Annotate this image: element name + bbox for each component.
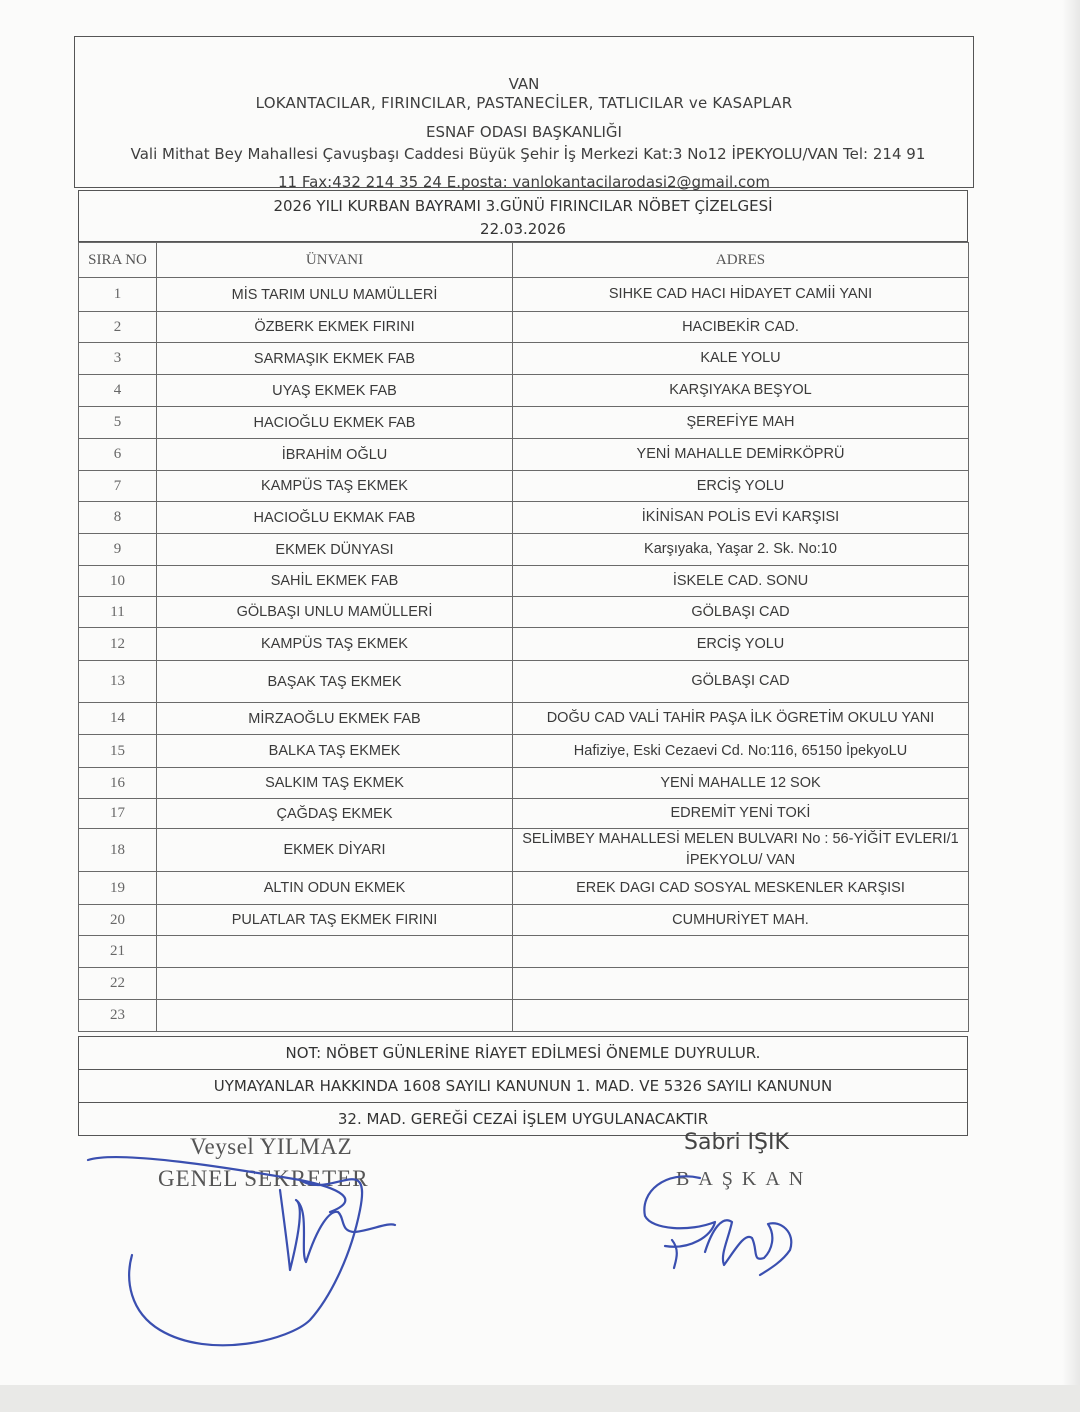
row-address: ERCİŞ YOLU bbox=[513, 628, 969, 661]
table-row bbox=[79, 661, 969, 703]
secretary-title: GENEL SEKRETER bbox=[158, 1166, 369, 1191]
row-address: GÖLBAŞI CAD bbox=[513, 597, 969, 628]
row-number: 19 bbox=[79, 872, 157, 905]
schedule-date: 22.03.2026 bbox=[480, 220, 566, 238]
row-name: HACIOĞLU EKMEK FAB bbox=[157, 407, 513, 439]
header-adres: ADRES bbox=[513, 243, 969, 278]
row-name: İBRAHİM OĞLU bbox=[157, 439, 513, 471]
table-row bbox=[79, 566, 969, 597]
row-name: MİRZAOĞLU EKMEK FAB bbox=[157, 703, 513, 735]
row-number: 21 bbox=[79, 936, 157, 968]
row-number: 20 bbox=[79, 905, 157, 936]
row-name: BAŞAK TAŞ EKMEK bbox=[157, 661, 513, 703]
row-name: SARMAŞIK EKMEK FAB bbox=[157, 343, 513, 375]
row-number: 12 bbox=[79, 628, 157, 661]
table-header-row bbox=[79, 243, 969, 278]
letterhead-contact: 11 Fax:432 214 35 24 E.posta: vanlokantacilarodasi2@gmail.com bbox=[278, 173, 770, 191]
table-row bbox=[79, 936, 969, 968]
row-name: UYAŞ EKMEK FAB bbox=[157, 375, 513, 407]
row-name: BALKA TAŞ EKMEK bbox=[157, 735, 513, 768]
note-line: NOT: NÖBET GÜNLERİNE RİAYET EDİLMESİ ÖNEMLE DUYRULUR. bbox=[79, 1037, 967, 1070]
row-name: ALTIN ODUN EKMEK bbox=[157, 872, 513, 905]
table-row bbox=[79, 597, 969, 628]
president-title: BAŞKAN bbox=[676, 1168, 813, 1190]
row-address: İKİNİSAN POLİS EVİ KARŞISI bbox=[513, 502, 969, 534]
row-address: EREK DAGI CAD SOSYAL MESKENLER KARŞISI bbox=[513, 872, 969, 905]
table-row bbox=[79, 278, 969, 312]
row-name: KAMPÜS TAŞ EKMEK bbox=[157, 628, 513, 661]
row-name bbox=[157, 936, 513, 968]
row-address: Hafiziye, Eski Cezaevi Cd. No:116, 65150 İpekyoLU bbox=[513, 735, 969, 768]
table-row bbox=[79, 375, 969, 407]
row-address: GÖLBAŞI CAD bbox=[513, 661, 969, 703]
table-row bbox=[79, 312, 969, 343]
row-name bbox=[157, 1000, 513, 1032]
row-name: ÇAĞDAŞ EKMEK bbox=[157, 799, 513, 829]
row-address: SELİMBEY MAHALLESİ MELEN BULVARI No : 56-YİĞİT EVLERI/1 İPEKYOLU/ VAN bbox=[513, 829, 969, 872]
row-address: SIHKE CAD HACI HİDAYET CAMİİ YANI bbox=[513, 278, 969, 312]
row-name: GÖLBAŞI UNLU MAMÜLLERİ bbox=[157, 597, 513, 628]
row-name: ÖZBERK EKMEK FIRINI bbox=[157, 312, 513, 343]
table-row bbox=[79, 829, 969, 872]
letterhead-organization: LOKANTACILAR, FIRINCILAR, PASTANECİLER, TATLICILAR ve KASAPLAR bbox=[255, 94, 793, 112]
table-row bbox=[79, 872, 969, 905]
row-name: KAMPÜS TAŞ EKMEK bbox=[157, 471, 513, 502]
row-number: 23 bbox=[79, 1000, 157, 1032]
row-address bbox=[513, 1000, 969, 1032]
table-row bbox=[79, 905, 969, 936]
notes-box bbox=[78, 1036, 968, 1136]
row-name: SALKIM TAŞ EKMEK bbox=[157, 768, 513, 799]
table-row bbox=[79, 502, 969, 534]
row-address: ERCİŞ YOLU bbox=[513, 471, 969, 502]
row-number: 6 bbox=[79, 439, 157, 471]
row-number: 15 bbox=[79, 735, 157, 768]
row-address: Karşıyaka, Yaşar 2. Sk. No:10 bbox=[513, 534, 969, 566]
row-address: DOĞU CAD VALİ TAHİR PAŞA İLK ÖGRETİM OKULU YANI bbox=[513, 703, 969, 735]
row-address: EDREMİT YENİ TOKİ bbox=[513, 799, 969, 829]
row-address: KALE YOLU bbox=[513, 343, 969, 375]
duty-table bbox=[78, 242, 969, 1032]
row-name: EKMEK DİYARI bbox=[157, 829, 513, 872]
row-name: PULATLAR TAŞ EKMEK FIRINI bbox=[157, 905, 513, 936]
letterhead-address: Vali Mithat Bey Mahallesi Çavuşbaşı Caddesi Büyük Şehir İş Merkezi Kat:3 No12 İPEKYOLU/VAN Tel: 214 91 bbox=[130, 145, 926, 163]
row-number: 10 bbox=[79, 566, 157, 597]
row-name: SAHİL EKMEK FAB bbox=[157, 566, 513, 597]
row-number: 14 bbox=[79, 703, 157, 735]
table-row bbox=[79, 534, 969, 566]
table-row bbox=[79, 407, 969, 439]
row-number: 3 bbox=[79, 343, 157, 375]
table-row bbox=[79, 799, 969, 829]
table-row bbox=[79, 968, 969, 1000]
note-line: 32. MAD. GEREĞİ CEZAİ İŞLEM UYGULANACAKTIR bbox=[337, 1110, 709, 1128]
president-signature bbox=[644, 1176, 791, 1275]
row-number: 4 bbox=[79, 375, 157, 407]
row-number: 13 bbox=[79, 661, 157, 703]
row-name: EKMEK DÜNYASI bbox=[157, 534, 513, 566]
row-number: 9 bbox=[79, 534, 157, 566]
table-row bbox=[79, 1000, 969, 1032]
table-row bbox=[79, 343, 969, 375]
row-number: 7 bbox=[79, 471, 157, 502]
row-address: YENİ MAHALLE DEMİRKÖPRÜ bbox=[513, 439, 969, 471]
row-number: 1 bbox=[79, 278, 157, 312]
table-row bbox=[79, 471, 969, 502]
table-row bbox=[79, 703, 969, 735]
header-sira-no: SIRA NO bbox=[79, 243, 157, 278]
secretary-name: Veysel YILMAZ bbox=[190, 1134, 353, 1159]
row-address: KARŞIYAKA BEŞYOL bbox=[513, 375, 969, 407]
letterhead bbox=[74, 36, 974, 191]
row-number: 22 bbox=[79, 968, 157, 1000]
table-row bbox=[79, 768, 969, 799]
row-number: 5 bbox=[79, 407, 157, 439]
row-address bbox=[513, 936, 969, 968]
row-number: 11 bbox=[79, 597, 157, 628]
row-name: HACIOĞLU EKMAK FAB bbox=[157, 502, 513, 534]
table-row bbox=[79, 735, 969, 768]
table-row bbox=[79, 628, 969, 661]
note-line: UYMAYANLAR HAKKINDA 1608 SAYILI KANUNUN 1. MAD. VE 5326 SAYILI KANUNUN bbox=[79, 1070, 967, 1103]
row-number: 16 bbox=[79, 768, 157, 799]
row-address: İSKELE CAD. SONU bbox=[513, 566, 969, 597]
row-number: 2 bbox=[79, 312, 157, 343]
row-name bbox=[157, 968, 513, 1000]
row-address: HACIBEKİR CAD. bbox=[513, 312, 969, 343]
row-address: ŞEREFİYE MAH bbox=[513, 407, 969, 439]
letterhead-chamber: ESNAF ODASI BAŞKANLIĞI bbox=[426, 123, 622, 141]
row-address bbox=[513, 968, 969, 1000]
row-address: YENİ MAHALLE 12 SOK bbox=[513, 768, 969, 799]
row-address: CUMHURİYET MAH. bbox=[513, 905, 969, 936]
row-number: 18 bbox=[79, 829, 157, 872]
row-number: 8 bbox=[79, 502, 157, 534]
table-row bbox=[79, 439, 969, 471]
schedule-heading: 2026 YILI KURBAN BAYRAMI 3.GÜNÜ FIRINCILAR NÖBET ÇİZELGESİ bbox=[273, 197, 773, 215]
page-edge-shadow bbox=[1062, 0, 1080, 1385]
schedule-title bbox=[78, 190, 968, 242]
row-number: 17 bbox=[79, 799, 157, 829]
row-name: MİS TARIM UNLU MAMÜLLERİ bbox=[157, 278, 513, 312]
header-unvani: ÜNVANI bbox=[157, 243, 513, 278]
president-name: Sabri IŞIK bbox=[684, 1130, 789, 1155]
letterhead-city: VAN bbox=[508, 75, 540, 93]
